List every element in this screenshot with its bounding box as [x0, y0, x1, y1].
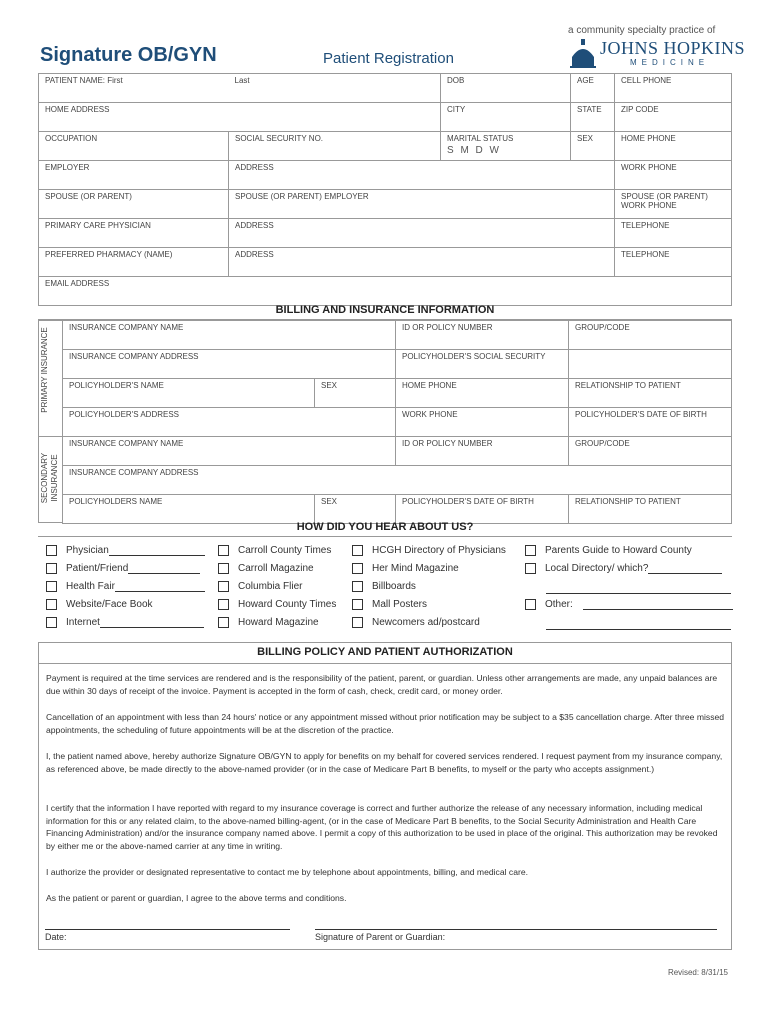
- primary-holder-address[interactable]: POLICYHOLDER'S ADDRESS: [63, 408, 396, 437]
- checkbox[interactable]: [46, 599, 57, 610]
- jh-logo-sub: MEDICINE: [630, 58, 710, 67]
- field-ssn[interactable]: SOCIAL SECURITY NO.: [229, 132, 441, 161]
- policy-paragraph-4: I certify that the information I have reported with regard to my insurance coverage is correct and further authorize the release of any necessary information, including medical information for this or any related claim, to the above-named billing-agent, (or in the case of Medicare Part B benefits, to the Social Security Administration and Health Care Financing Administration) and/or the insurance company named above. I permit a copy of this authorization to be used in place of the original. This authorization may be revoked by either me or the above-named carrier at any time in writing.: [46, 803, 718, 851]
- secondary-holder-sex[interactable]: SEX: [315, 495, 396, 524]
- checkbox[interactable]: [218, 545, 229, 556]
- option-her-mind-magazine[interactable]: Her Mind Magazine: [352, 563, 459, 574]
- field-age[interactable]: AGE: [571, 74, 615, 103]
- field-employer-address[interactable]: ADDRESS: [229, 161, 615, 190]
- field-home-phone[interactable]: HOME PHONE: [615, 132, 732, 161]
- option-mall-posters[interactable]: Mall Posters: [352, 599, 427, 610]
- option-hcgh-directory[interactable]: HCGH Directory of Physicians: [352, 545, 506, 556]
- date-line[interactable]: [45, 929, 290, 930]
- primary-holder-home-phone[interactable]: HOME PHONE: [395, 379, 568, 408]
- primary-insurance-label: PRIMARY INSURANCE: [40, 327, 49, 413]
- other-line2: [546, 629, 731, 630]
- policy-paragraph-2: Cancellation of an appointment with less than 24 hours' notice or any appointment missed without prior notification may be subject to a $35 cancellation charge. After three missed appointments, the scheduling of future appointments will be at the discretion of the practice.: [46, 712, 725, 735]
- checkbox[interactable]: [525, 545, 536, 556]
- field-pcp-address[interactable]: ADDRESS: [229, 219, 615, 248]
- secondary-policy-number[interactable]: ID OR POLICY NUMBER: [395, 437, 568, 466]
- patient-info-table: [38, 73, 732, 306]
- checkbox[interactable]: [352, 617, 363, 628]
- primary-blank[interactable]: [568, 350, 731, 379]
- primary-holder-name[interactable]: POLICYHOLDER'S NAME: [63, 379, 315, 408]
- secondary-insurance-label: SECONDARY INSURANCE: [40, 452, 59, 504]
- policy-paragraph-5: I authorize the provider or designated representative to contact me by telephone about appointments, billing, and medical care.: [46, 867, 529, 877]
- checkbox[interactable]: [46, 617, 57, 628]
- primary-ins-address[interactable]: INSURANCE COMPANY ADDRESS: [63, 350, 396, 379]
- field-dob[interactable]: DOB: [441, 74, 571, 103]
- checkbox[interactable]: [46, 545, 57, 556]
- option-parents-guide[interactable]: Parents Guide to Howard County: [525, 545, 692, 556]
- option-howard-county-times[interactable]: Howard County Times: [218, 599, 336, 610]
- option-billboards[interactable]: Billboards: [352, 581, 416, 592]
- signature-line[interactable]: [315, 929, 717, 930]
- checkbox[interactable]: [352, 599, 363, 610]
- policy-paragraph-6: As the patient or parent or guardian, I agree to the above terms and conditions.: [46, 893, 347, 903]
- option-newcomers[interactable]: Newcomers ad/postcard: [352, 617, 480, 628]
- field-employer[interactable]: EMPLOYER: [39, 161, 229, 190]
- checkbox[interactable]: [218, 563, 229, 574]
- option-carroll-county-times[interactable]: Carroll County Times: [218, 545, 331, 556]
- secondary-holder-dob[interactable]: POLICYHOLDER'S DATE OF BIRTH: [395, 495, 568, 524]
- option-other[interactable]: Other:: [525, 599, 733, 610]
- field-city[interactable]: CITY: [441, 103, 571, 132]
- primary-holder-work-phone[interactable]: WORK PHONE: [395, 408, 568, 437]
- option-columbia-flier[interactable]: Columbia Flier: [218, 581, 302, 592]
- field-pharmacy[interactable]: PREFERRED PHARMACY (NAME): [39, 248, 229, 277]
- secondary-group-code[interactable]: GROUP/CODE: [568, 437, 731, 466]
- checkbox[interactable]: [352, 581, 363, 592]
- marital-options[interactable]: S M D W: [447, 145, 501, 156]
- jh-dome-logo-icon: [569, 37, 597, 69]
- hear-section-header: HOW DID YOU HEAR ABOUT US?: [38, 521, 732, 537]
- option-local-directory[interactable]: Local Directory/ which?: [525, 563, 722, 574]
- local-directory-line2: [546, 593, 731, 594]
- field-spouse-work-phone[interactable]: SPOUSE (OR PARENT) WORK PHONE: [615, 190, 732, 219]
- field-state[interactable]: STATE: [571, 103, 615, 132]
- secondary-holder-name[interactable]: POLICYHOLDERS NAME: [63, 495, 315, 524]
- field-zip[interactable]: ZIP CODE: [615, 103, 732, 132]
- field-sex[interactable]: SEX: [571, 132, 615, 161]
- option-howard-magazine[interactable]: Howard Magazine: [218, 617, 319, 628]
- field-cell-phone[interactable]: CELL PHONE: [615, 74, 732, 103]
- primary-policy-number[interactable]: ID OR POLICY NUMBER: [395, 321, 568, 350]
- insurance-table: [62, 320, 732, 524]
- signature-label: Signature of Parent or Guardian:: [315, 932, 446, 942]
- checkbox[interactable]: [352, 563, 363, 574]
- policy-paragraph-3: I, the patient named above, hereby authorize Signature OB/GYN to apply for benefits on my behalf for covered services rendered. I request payment from my insurance company, as referenced above, be made directly to the above-named provider (or in the case of Medicare Part B benefits, to myself or the party who accepts assignment.): [46, 751, 723, 774]
- option-website[interactable]: Website/Face Book: [46, 599, 153, 610]
- field-work-phone[interactable]: WORK PHONE: [615, 161, 732, 190]
- secondary-relationship[interactable]: RELATIONSHIP TO PATIENT: [568, 495, 731, 524]
- checkbox[interactable]: [218, 599, 229, 610]
- checkbox[interactable]: [46, 563, 57, 574]
- field-pharmacy-telephone[interactable]: TELEPHONE: [615, 248, 732, 277]
- tagline: a community specialty practice of: [568, 25, 716, 36]
- checkbox[interactable]: [46, 581, 57, 592]
- date-label: Date:: [45, 932, 67, 942]
- primary-holder-dob[interactable]: POLICYHOLDER'S DATE OF BIRTH: [568, 408, 731, 437]
- policy-paragraph-1: Payment is required at the time services are rendered and is the responsibility of the patient, parent, or guardian. Unless other arrangements are made, any unpaid balances are due within 30 days of receipt of the invoice. Payment is accepted in the form of cash, check, credit card, or money order.: [46, 673, 718, 696]
- field-last-name[interactable]: Last: [229, 74, 441, 103]
- field-home-address[interactable]: HOME ADDRESS: [39, 103, 441, 132]
- checkbox[interactable]: [525, 563, 536, 574]
- billing-section-header: BILLING AND INSURANCE INFORMATION: [38, 304, 732, 320]
- option-patient-friend[interactable]: Patient/Friend: [46, 563, 200, 574]
- primary-holder-sex[interactable]: SEX: [315, 379, 396, 408]
- form-title: Signature OB/GYN: [40, 44, 217, 66]
- field-email[interactable]: EMAIL ADDRESS: [39, 277, 732, 306]
- checkbox[interactable]: [352, 545, 363, 556]
- checkbox[interactable]: [218, 617, 229, 628]
- field-marital-status[interactable]: MARITAL STATUS S M D W: [441, 132, 571, 161]
- option-carroll-magazine[interactable]: Carroll Magazine: [218, 563, 314, 574]
- policy-section-header: BILLING POLICY AND PATIENT AUTHORIZATION: [38, 642, 732, 664]
- field-spouse[interactable]: SPOUSE (OR PARENT): [39, 190, 229, 219]
- revised-date: Revised: 8/31/15: [667, 968, 728, 977]
- option-health-fair[interactable]: Health Fair: [46, 581, 205, 592]
- secondary-ins-company[interactable]: INSURANCE COMPANY NAME: [63, 437, 396, 466]
- field-pcp[interactable]: PRIMARY CARE PHYSICIAN: [39, 219, 229, 248]
- field-pharmacy-address[interactable]: ADDRESS: [229, 248, 615, 277]
- primary-holder-ssn[interactable]: POLICYHOLDER'S SOCIAL SECURITY: [395, 350, 568, 379]
- checkbox[interactable]: [525, 599, 536, 610]
- primary-ins-company[interactable]: INSURANCE COMPANY NAME: [63, 321, 396, 350]
- primary-group-code[interactable]: GROUP/CODE: [568, 321, 731, 350]
- option-internet[interactable]: Internet: [46, 617, 204, 628]
- primary-relationship[interactable]: RELATIONSHIP TO PATIENT: [568, 379, 731, 408]
- field-pcp-telephone[interactable]: TELEPHONE: [615, 219, 732, 248]
- policy-box: [38, 664, 732, 950]
- field-first-name[interactable]: PATIENT NAME: First: [39, 74, 229, 103]
- form-subtitle: Patient Registration: [323, 50, 454, 67]
- option-physician[interactable]: Physician: [46, 545, 205, 556]
- insurance-side-divider: [38, 436, 62, 437]
- field-spouse-employer[interactable]: SPOUSE (OR PARENT) EMPLOYER: [229, 190, 615, 219]
- secondary-ins-address[interactable]: INSURANCE COMPANY ADDRESS: [63, 466, 732, 495]
- jh-logo-name: JOHNS HOPKINS: [600, 38, 746, 58]
- field-occupation[interactable]: OCCUPATION: [39, 132, 229, 161]
- checkbox[interactable]: [218, 581, 229, 592]
